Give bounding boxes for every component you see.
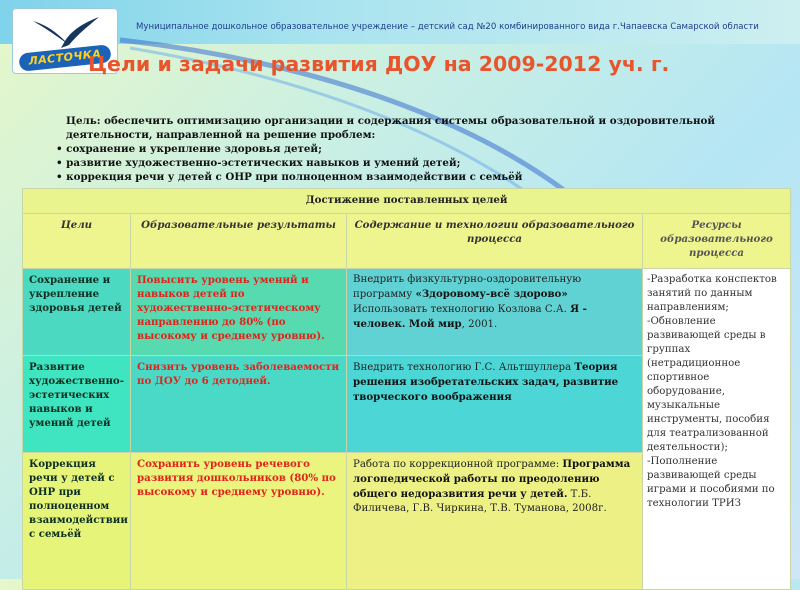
column-header: Ресурсы образовательного процесса bbox=[643, 214, 791, 269]
goal-cell: Сохранение и укрепление здоровья детей bbox=[23, 269, 131, 356]
resource-item: -Пополнение развивающей среды играми и пособиями по технологии ТРИЗ bbox=[647, 456, 775, 509]
technology-name: Теория решения изобретательских задач, развитие творческого воображения bbox=[353, 361, 619, 403]
goal-bullet: • развитие художественно-эстетических навыков и умений детей; bbox=[56, 156, 746, 170]
content-text: Использовать технологию Козлова С.А. bbox=[353, 304, 571, 315]
organization-name: Муниципальное дошкольное образовательное учреждение – детский сад №20 комбинированного вида г.Чапаевска Самарской области bbox=[136, 22, 759, 32]
logo-text: ЛАСТОЧКА bbox=[18, 44, 111, 72]
resource-item: -Обновление развивающей среды в группах (нетрадиционное спортивное оборудование, музыкальные инструменты, пособия для театрализованной деятельности); bbox=[647, 316, 770, 453]
goal-cell: Коррекция речи у детей с ОНР при полноценном взаимодействии с семьёй bbox=[23, 453, 131, 590]
goal-cell: Развитие художественно-эстетических навыков и умений детей bbox=[23, 356, 131, 453]
column-header: Цели bbox=[23, 214, 131, 269]
content-text: Внедрить физкультурно-оздоровительную программу bbox=[353, 274, 582, 300]
column-header: Образовательные результаты bbox=[131, 214, 347, 269]
goal-bullet: • коррекция речи у детей с ОНР при полноценном взаимодействии с семьёй bbox=[56, 170, 746, 184]
goal-bullet: • сохранение и укрепление здоровья детей; bbox=[56, 142, 746, 156]
content-text: Работа по коррекционной программе: bbox=[353, 459, 563, 470]
table-caption: Достижение поставленных целей bbox=[23, 189, 791, 214]
content-cell bbox=[347, 356, 643, 453]
program-name: Программа логопедической работы по преодолению общего недоразвития речи у детей. bbox=[353, 458, 631, 500]
content-text: , 2001. bbox=[461, 319, 498, 330]
table-header-row bbox=[23, 214, 791, 269]
page-title: Цели и задачи развития ДОУ на 2009-2012 уч. г. bbox=[88, 52, 670, 76]
content-text: Т.Б. Филичева, Г.В. Чиркина, Т.В. Туманова, 2008г. bbox=[353, 489, 607, 514]
result-cell: Повысить уровень умений и навыков детей по художественно-эстетическому направлению до 80% (по высокому и среднему уровню). bbox=[131, 269, 347, 356]
content-text: Внедрить технологию Г.С. Альтшуллера bbox=[353, 362, 575, 373]
program-name: «Здоровому-всё здорово» bbox=[415, 288, 568, 300]
table-caption-row bbox=[23, 189, 791, 214]
goals-table bbox=[22, 188, 791, 590]
technology-name: Я - человек. Мой мир bbox=[353, 303, 587, 330]
swallow-icon bbox=[31, 15, 101, 49]
result-cell: Сохранить уровень речевого развития дошкольников (80% по высокому и среднему уровню). bbox=[131, 453, 347, 590]
table-row bbox=[23, 269, 791, 356]
goal-lead: Цель: обеспечить оптимизацию организации и содержания системы образовательной и оздоровительной деятельности, направленной на решение проблем: bbox=[66, 115, 715, 141]
resource-item: -Разработка конспектов занятий по данным направлениям; bbox=[647, 274, 777, 313]
content-cell bbox=[347, 453, 643, 590]
content-cell bbox=[347, 269, 643, 356]
result-cell: Снизить уровень заболеваемости по ДОУ до 6 детодней. bbox=[131, 356, 347, 453]
column-header: Содержание и технологии образовательного процесса bbox=[347, 214, 643, 269]
goal-block bbox=[56, 114, 746, 184]
resources-cell bbox=[643, 269, 791, 590]
